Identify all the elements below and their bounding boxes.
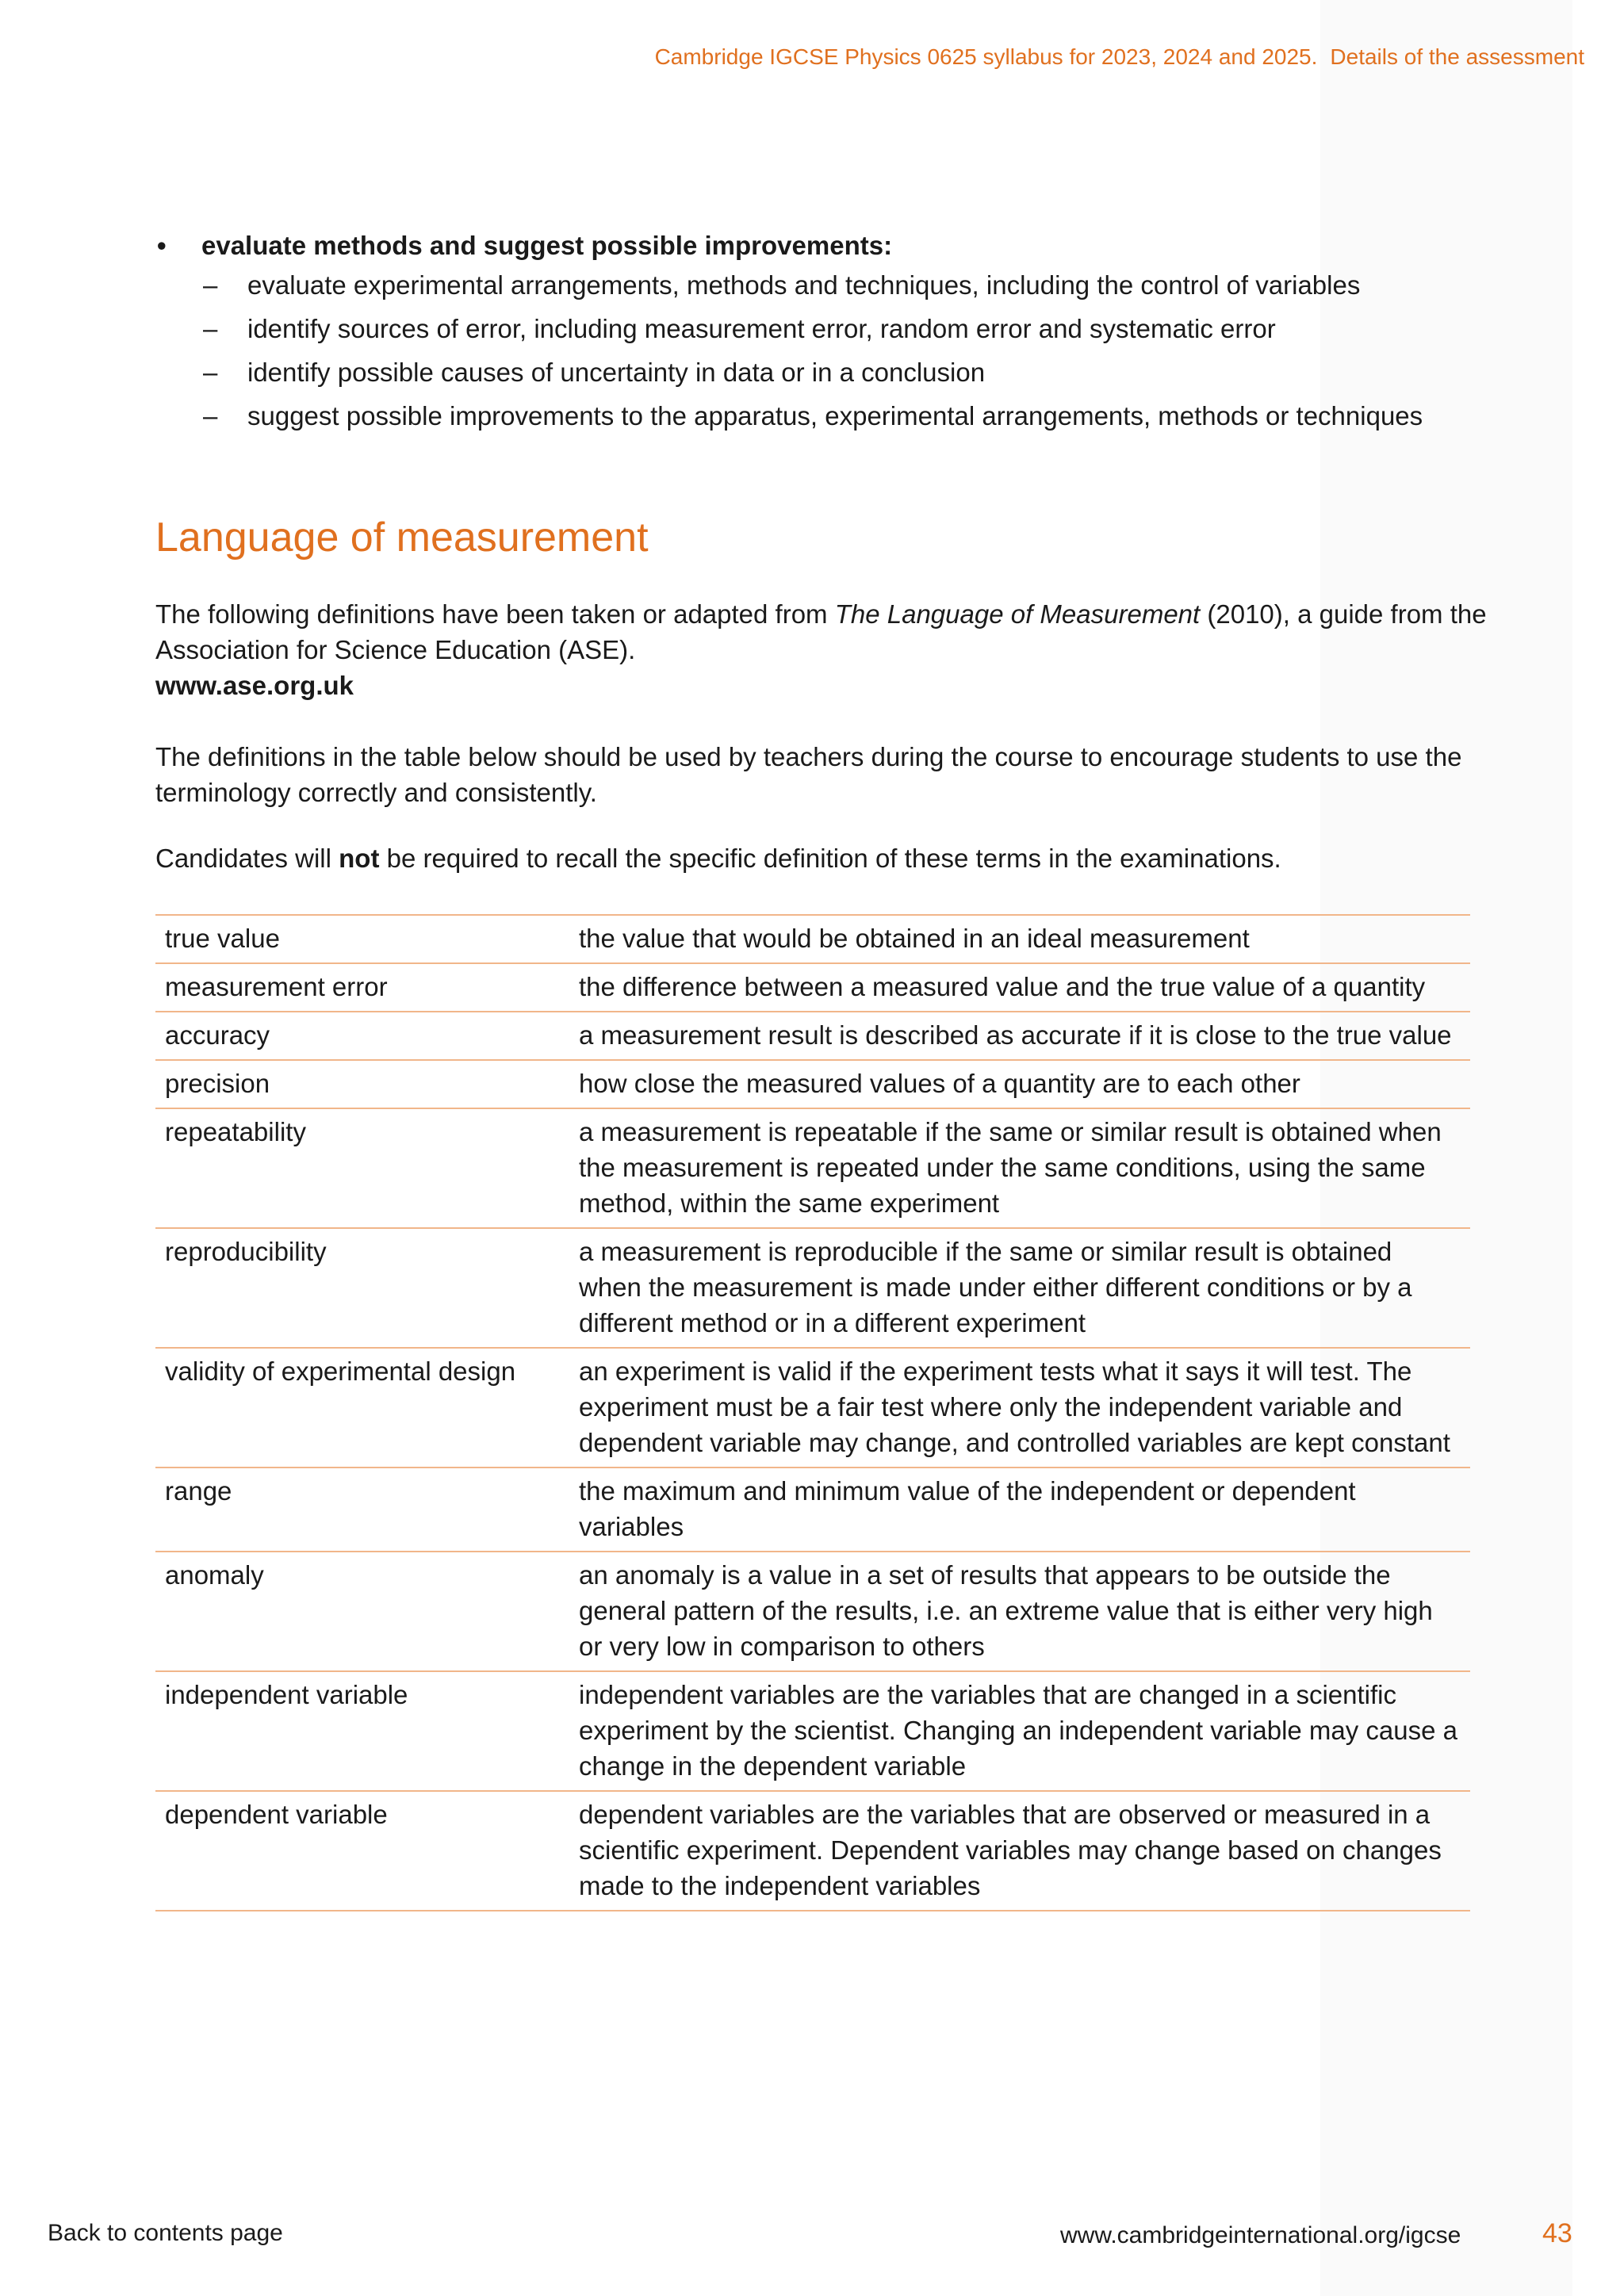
header-section: Details of the assessment (1330, 44, 1584, 69)
definition-cell: an anomaly is a value in a set of results that appears to be outside the general pattern of the results, i.e. an extreme value that is either very high or very low in comparison to others (569, 1552, 1470, 1671)
evaluate-sub-list (155, 263, 1503, 438)
dash-icon: – (203, 314, 218, 343)
definition-cell: the value that would be obtained in an ideal measurement (569, 915, 1470, 963)
table-row (155, 1228, 1470, 1348)
page-number: 43 (1542, 2218, 1572, 2248)
section-title: Language of measurement (155, 515, 649, 561)
list-item (155, 350, 1503, 394)
list-item (155, 263, 1503, 307)
definition-cell: the difference between a measured value and the true value of a quantity (569, 963, 1470, 1012)
running-header (655, 44, 1584, 70)
evaluate-methods-block (155, 228, 1503, 438)
term-cell: measurement error (155, 963, 569, 1012)
table-row (155, 1468, 1470, 1552)
intro-text-end: (2010), a guide from the Association for Science Education (ASE). (155, 599, 1487, 664)
table-row (155, 1552, 1470, 1671)
candidates-emphasis: not (339, 844, 380, 873)
list-item-text: suggest possible improvements to the apparatus, experimental arrangements, methods or techniques (247, 401, 1423, 430)
definition-cell: how close the measured values of a quantity are to each other (569, 1060, 1470, 1108)
table-row (155, 1348, 1470, 1468)
evaluate-heading: evaluate methods and suggest possible improvements: (201, 231, 893, 260)
dash-icon: – (203, 358, 218, 387)
intro-paragraph (155, 596, 1488, 703)
list-item-text: identify possible causes of uncertainty in data or in a conclusion (247, 358, 986, 387)
candidates-paragraph (155, 840, 1488, 876)
evaluate-heading-item (155, 228, 1503, 263)
candidates-text-end: be required to recall the specific definition of these terms in the examinations. (379, 844, 1281, 873)
term-cell: precision (155, 1060, 569, 1108)
dash-icon: – (203, 401, 218, 430)
definition-cell: independent variables are the variables that are changed in a scientific experiment by the scientist. Changing an independent variable may cause a change in the dependent variable (569, 1671, 1470, 1791)
guide-title: The Language of Measurement (834, 599, 1201, 629)
term-cell: accuracy (155, 1012, 569, 1060)
list-item-text: identify sources of error, including measurement error, random error and systematic error (247, 314, 1276, 343)
table-row (155, 1012, 1470, 1060)
term-cell: repeatability (155, 1108, 569, 1228)
definition-cell: a measurement result is described as accurate if it is close to the true value (569, 1012, 1470, 1060)
usage-paragraph: The definitions in the table below should be used by teachers during the course to encourage students to use the terminology correctly and consistently. (155, 742, 1462, 807)
term-cell: anomaly (155, 1552, 569, 1671)
definitions-table (155, 914, 1470, 1911)
term-cell: independent variable (155, 1671, 569, 1791)
list-item (155, 394, 1503, 438)
cambridge-website-link[interactable]: www.cambridgeinternational.org/igcse (1060, 2222, 1461, 2248)
table-row (155, 1671, 1470, 1791)
header-syllabus: Cambridge IGCSE Physics 0625 syllabus for 2023, 2024 and 2025. (654, 44, 1318, 69)
table-row (155, 963, 1470, 1012)
term-cell: validity of experimental design (155, 1348, 569, 1468)
term-cell: reproducibility (155, 1228, 569, 1348)
definition-cell: an experiment is valid if the experiment tests what it says it will test. The experiment must be a fair test where only the independent variable and dependent variable may change, and controlled variables are kept constant (569, 1348, 1470, 1468)
list-item (155, 307, 1503, 350)
definition-cell: the maximum and minimum value of the independent or dependent variables (569, 1468, 1470, 1552)
definition-cell: a measurement is repeatable if the same or similar result is obtained when the measurement is repeated under the same conditions, using the same method, within the same experiment (569, 1108, 1470, 1228)
back-to-contents-link[interactable]: Back to contents page (48, 2220, 283, 2246)
table-row (155, 1108, 1470, 1228)
table-row (155, 915, 1470, 963)
term-cell: dependent variable (155, 1791, 569, 1911)
dash-icon: – (203, 270, 218, 300)
term-cell: true value (155, 915, 569, 963)
candidates-text: Candidates will (155, 844, 339, 873)
intro-text: The following definitions have been taken or adapted from (155, 599, 835, 629)
bullet-icon: • (157, 231, 167, 260)
ase-website-link[interactable]: www.ase.org.uk (155, 671, 354, 700)
definition-cell: dependent variables are the variables that are observed or measured in a scientific experiment. Dependent variables may change based on changes made to the independent variables (569, 1791, 1470, 1911)
definition-cell: a measurement is reproducible if the same or similar result is obtained when the measurement is made under either different conditions or by a different method or in a different experiment (569, 1228, 1470, 1348)
table-row (155, 1060, 1470, 1108)
table-row (155, 1791, 1470, 1911)
term-cell: range (155, 1468, 569, 1552)
list-item-text: evaluate experimental arrangements, methods and techniques, including the control of variables (247, 270, 1361, 300)
